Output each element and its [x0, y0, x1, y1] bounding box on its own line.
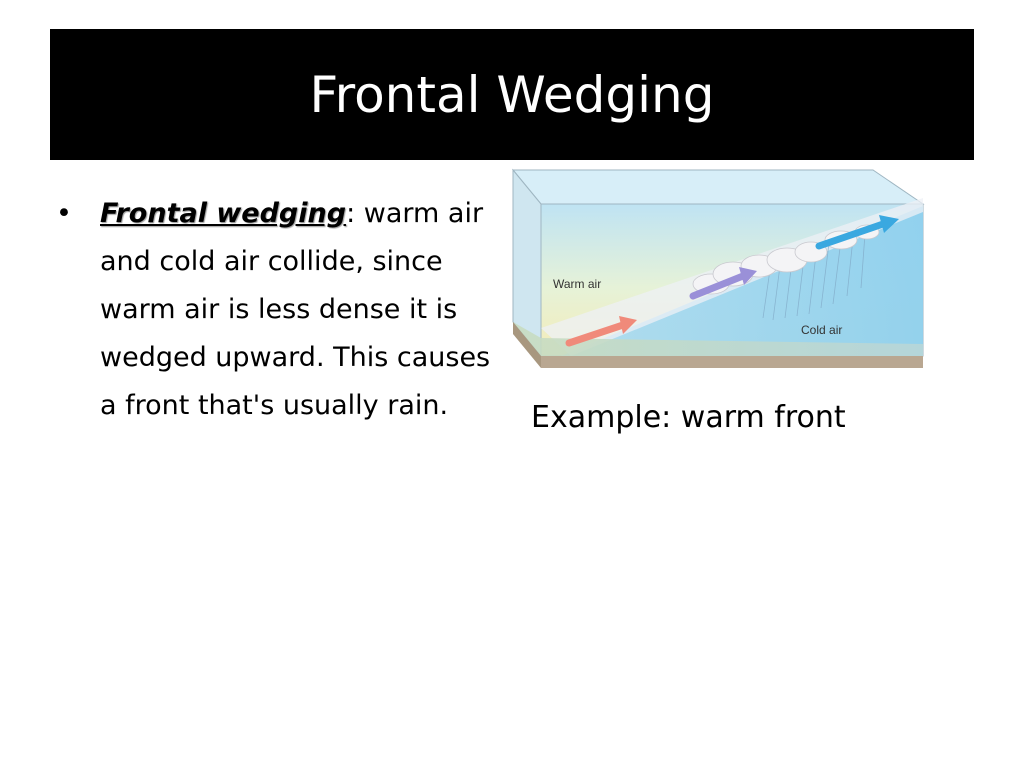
- diagram-caption: Example: warm front: [531, 400, 846, 435]
- box-top-face: [513, 170, 923, 204]
- bullet-separator: :: [346, 198, 356, 229]
- bullet-text: [100, 190, 501, 430]
- title-bar: [50, 29, 974, 160]
- cold-air-label: Cold air: [801, 323, 843, 337]
- slide-title: Frontal Wedging: [309, 65, 715, 124]
- warm-air-label: Warm air: [553, 277, 602, 291]
- bullet-description: warm air and cold air collide, since warm air is less dense it is wedged upward. This causes a front that's usually rain.: [100, 198, 491, 421]
- bullet-item: [56, 190, 501, 430]
- bullet-term: Frontal wedging: [100, 198, 347, 229]
- soil-front: [541, 356, 923, 368]
- warm-front-diagram: [511, 168, 925, 373]
- bullet-marker: •: [56, 198, 72, 229]
